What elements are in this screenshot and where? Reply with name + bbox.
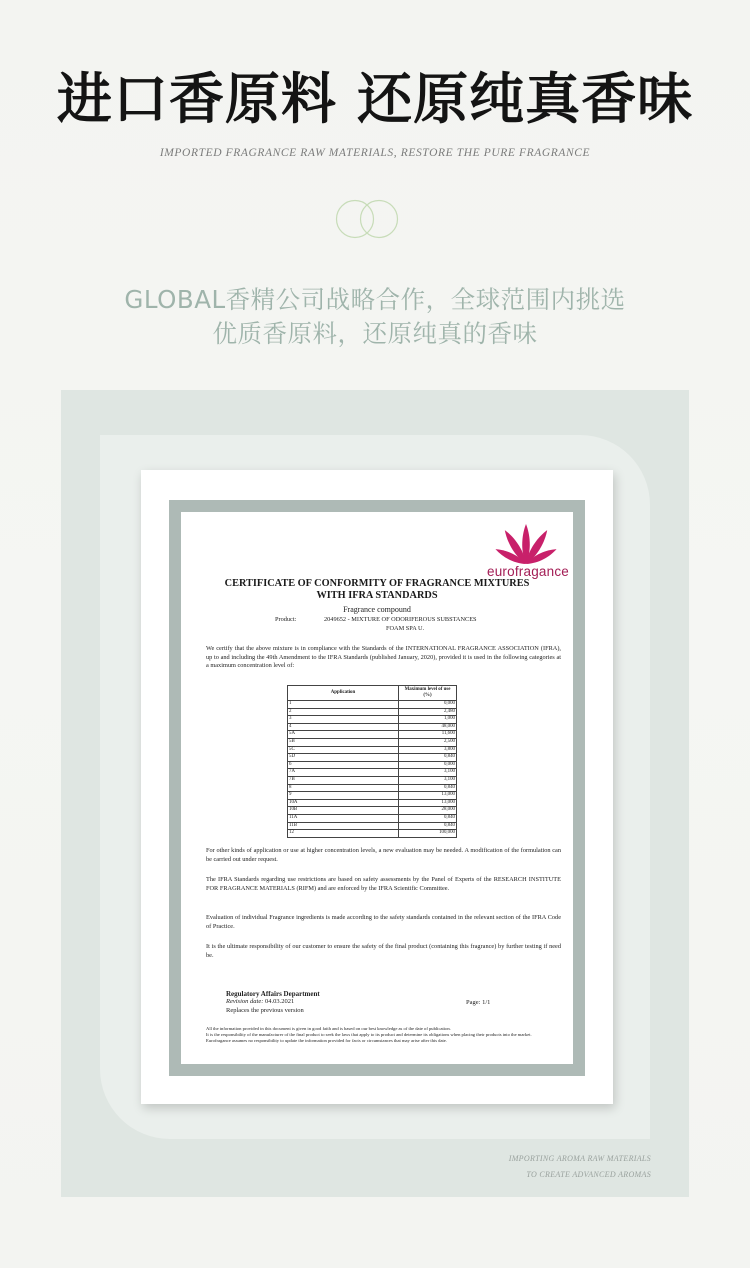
table-row <box>288 708 457 716</box>
frame-mat <box>169 500 585 1076</box>
table-header-application: Application <box>288 686 399 701</box>
table-cell-category: 5D <box>288 754 399 762</box>
table-row <box>288 716 457 724</box>
table-cell-max-level: 3,800 <box>399 746 457 754</box>
table-row <box>288 754 457 762</box>
brand-name: eurofragance <box>487 564 569 579</box>
tagline-line-1: IMPORTING AROMA RAW MATERIALS <box>508 1154 651 1163</box>
revision-label: Revision date: <box>226 998 264 1006</box>
table-cell-category: 12 <box>288 830 399 838</box>
table-cell-max-level: 2,500 <box>399 738 457 746</box>
table-row <box>288 701 457 709</box>
ifra-standards-paragraph: The IFRA Standards regarding use restrictions are based on safety assessments by the Panel of Experts of the RESEARCH INSTITUTE FOR FRAGRANCE MATERIALS (RIFM) and are enforced by the IFRA Scientific Committee. <box>206 876 561 892</box>
table-cell-max-level: 0,840 <box>399 754 457 762</box>
table-cell-category: 3 <box>288 716 399 724</box>
table-cell-max-level: 13,000 <box>399 792 457 800</box>
intro-text <box>0 283 750 351</box>
table-row <box>288 738 457 746</box>
table-row <box>288 761 457 769</box>
table-cell-max-level: 0,000 <box>399 761 457 769</box>
table-cell-category: 7A <box>288 769 399 777</box>
department-name: Regulatory Affairs Department <box>226 990 320 998</box>
certificate-document <box>181 512 573 1064</box>
table-cell-category: 5C <box>288 746 399 754</box>
table-cell-max-level: 0,000 <box>399 701 457 709</box>
table-header-row <box>288 686 457 701</box>
disclaimer <box>206 1026 561 1044</box>
table-cell-max-level: 0,840 <box>399 814 457 822</box>
table-cell-category: 9 <box>288 792 399 800</box>
table-row <box>288 769 457 777</box>
table-cell-category: 11B <box>288 822 399 830</box>
table-row <box>288 723 457 731</box>
flower-icon <box>481 520 571 566</box>
table-cell-category: 4 <box>288 723 399 731</box>
certificate-title <box>181 578 573 602</box>
compound-label: Fragrance compound <box>343 605 411 614</box>
double-ring-icon <box>334 199 400 239</box>
table-cell-category: 11A <box>288 814 399 822</box>
table-row <box>288 792 457 800</box>
table-cell-max-level: 100,000 <box>399 830 457 838</box>
responsibility-paragraph: It is the ultimate responsibility of our customer to ensure the safety of the final product (containing this fragrance) by further testing if need be. <box>206 943 561 959</box>
tagline-line-2: TO CREATE ADVANCED AROMAS <box>526 1170 651 1179</box>
table-cell-category: 5B <box>288 738 399 746</box>
table-cell-max-level: 3,100 <box>399 769 457 777</box>
revision-date: 04.03.2021 <box>265 998 295 1006</box>
table-cell-category: 10A <box>288 799 399 807</box>
intro-line-2: 优质香原料，还原纯真的香味 <box>212 319 538 348</box>
table-cell-category: 7B <box>288 776 399 784</box>
table-row <box>288 822 457 830</box>
brand-logo <box>481 520 571 579</box>
table-cell-category: 10B <box>288 807 399 815</box>
table-header-max-level: Maximum level of use (%) <box>399 686 457 701</box>
product-label: Product: <box>275 616 297 623</box>
product-value <box>324 616 477 633</box>
table-cell-max-level: 13,000 <box>399 799 457 807</box>
certificate-title-line-2: WITH IFRA STANDARDS <box>316 590 438 601</box>
evaluation-paragraph: Evaluation of individual Fragrance ingredients is made according to the safety standards contained in the relevant section of the IFRA Code of Practice. <box>206 914 561 930</box>
table-cell-category: 8 <box>288 784 399 792</box>
table-cell-category: 1 <box>288 701 399 709</box>
table-row <box>288 807 457 815</box>
table-cell-max-level: 1,000 <box>399 716 457 724</box>
table-body <box>288 701 457 838</box>
table-row <box>288 830 457 838</box>
table-row <box>288 799 457 807</box>
certify-paragraph: We certify that the above mixture is in compliance with the Standards of the INTERNATIONAL FRAGRANCE ASSOCIATION (IFRA), up to and including the 49th Amendment to the IFRA Standards (published January, 2020), provided it is used in the following categories at a maximum concentration level of: <box>206 645 561 670</box>
table-row <box>288 731 457 739</box>
table-cell-category: 2 <box>288 708 399 716</box>
table-cell-max-level: 3,100 <box>399 776 457 784</box>
disclaimer-line-1: All the information provided in this document is given in good faith and is based on our best knowledge as of the date of publication. <box>206 1026 451 1031</box>
revision-row <box>226 998 320 1006</box>
intro-line-1: GLOBAL香精公司战略合作，全球范围内挑选 <box>124 285 626 314</box>
table-cell-category: 5A <box>288 731 399 739</box>
table-row <box>288 776 457 784</box>
table-row <box>288 814 457 822</box>
ifra-category-table <box>287 685 457 838</box>
table-cell-category: 6 <box>288 761 399 769</box>
page-number: Page: 1/1 <box>466 999 491 1006</box>
certificate-frame <box>141 470 613 1104</box>
table-row <box>288 784 457 792</box>
table-cell-max-level: 11,600 <box>399 731 457 739</box>
table-cell-max-level: 0,840 <box>399 822 457 830</box>
disclaimer-line-3: Eurofragance assumes no responsibility to update the information provided for facts or circumstances that may arise after this date. <box>206 1038 447 1043</box>
other-application-paragraph: For other kinds of application or use at higher concentration levels, a new evaluation may be needed. A modification of the formulation can be carried out under request. <box>206 847 561 863</box>
page-title: 进口香原料 还原纯真香味 <box>56 67 694 131</box>
table-cell-max-level: 28,000 <box>399 807 457 815</box>
certificate-title-line-1: CERTIFICATE OF CONFORMITY OF FRAGRANCE MIXTURES <box>224 578 530 589</box>
product-line-1: 2049652 - MIXTURE OF ODORIFEROUS SUBSTANCES <box>324 616 477 623</box>
table-cell-max-level: 48,000 <box>399 723 457 731</box>
replaces-note: Replaces the previous version <box>226 1006 304 1014</box>
table-cell-max-level: 0,840 <box>399 784 457 792</box>
page-subtitle: IMPORTED FRAGRANCE RAW MATERIALS, RESTORE THE PURE FRAGRANCE <box>159 147 591 159</box>
table-row <box>288 746 457 754</box>
signature-block <box>226 990 320 1015</box>
product-line-2: FOAM SPA U. <box>386 624 425 632</box>
table-cell-max-level: 2,480 <box>399 708 457 716</box>
disclaimer-line-2: It is the responsibility of the manufacturer of the final product to seek the laws that apply to its product and determine its obligations when placing their products into the market. <box>206 1032 532 1037</box>
